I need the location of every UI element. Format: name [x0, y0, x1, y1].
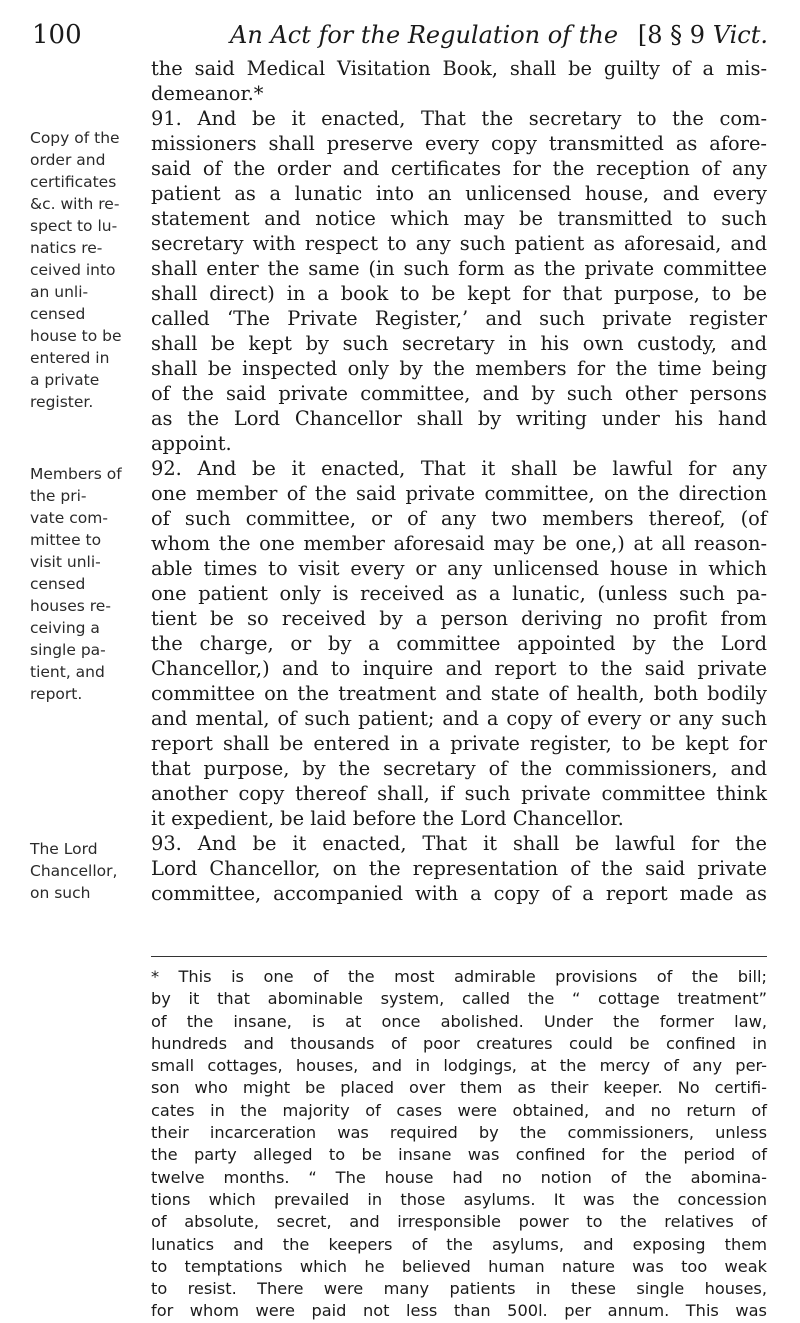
footnote-line: twelve months. “ The house had no notion of the abomina-: [151, 1167, 767, 1187]
text-line: 93. And be it enacted, That it shall be lawful for the: [151, 832, 767, 855]
text-line: committee on the treatment and state of health, both bodily: [151, 682, 767, 705]
text-line: said of the order and certificates for the reception of any: [151, 157, 767, 180]
text-line: shall be kept by such secretary in his own custody, and: [151, 332, 767, 355]
text-line: as the Lord Chancellor shall by writing under his hand: [151, 407, 767, 430]
margin-note-line: &c. with re-: [30, 195, 120, 213]
margin-note-line: houses re-: [30, 597, 111, 615]
text-line: another copy thereof shall, if such private committee think: [151, 782, 767, 805]
regnal-vict: Vict.: [712, 21, 768, 49]
text-line: shall direct) in a book to be kept for that purpose, to be: [151, 282, 767, 305]
main-text: [151, 56, 767, 906]
footnote-line: son who might be placed over them as their keeper. No certifi-: [151, 1078, 767, 1098]
page-number: 100: [32, 20, 82, 50]
footnote-line: hundreds and thousands of poor creatures could be confined in: [151, 1033, 767, 1053]
margin-note-line: ceived into: [30, 261, 116, 279]
text-line: shall be inspected only by the members for the time being: [151, 357, 767, 380]
running-title: An Act for the Regulation of the: [230, 21, 619, 49]
margin-note-line: house to be: [30, 327, 122, 345]
text-line: Lord Chancellor, on the representation of the said private: [151, 857, 767, 880]
footnote-line: small cottages, houses, and in lodgings, at the mercy of any per-: [151, 1056, 767, 1076]
margin-note-line: vate com-: [30, 509, 108, 527]
margin-note-line: order and: [30, 151, 106, 169]
footnote-line: to temptations which he believed human nature was too weak: [151, 1256, 767, 1276]
footnote-line: * This is one of the most admirable provisions of the bill;: [151, 967, 767, 986]
text-line: of such committee, or of any two members thereof, (of: [151, 507, 767, 530]
margin-note-line: the pri-: [30, 487, 87, 505]
margin-note-line: Chancellor,: [30, 862, 118, 880]
margin-note-line: an unli-: [30, 283, 89, 301]
text-line: statement and notice which may be transmitted to such: [151, 207, 767, 230]
margin-note-line: visit unli-: [30, 553, 101, 571]
text-line: of the said private committee, and by such other persons: [151, 382, 767, 405]
margin-note-line: spect to lu-: [30, 217, 118, 235]
footnote-line: the party alleged to be insane was confined for the period of: [151, 1145, 767, 1165]
text-line: demeanor.*: [151, 82, 264, 105]
margin-note-line: censed: [30, 575, 86, 593]
text-line: that purpose, by the secretary of the commissioners, and: [151, 757, 767, 780]
text-line: shall enter the same (in such form as the private committee: [151, 257, 767, 280]
footnote-line: tions which prevailed in those asylums. It was the concession: [151, 1189, 767, 1209]
text-line: patient as a lunatic into an unlicensed house, and every: [151, 182, 767, 205]
margin-note-line: report.: [30, 685, 83, 703]
text-line: report shall be entered in a private register, to be kept for: [151, 732, 767, 755]
footnote-line: cates in the majority of cases were obtained, and no return of: [151, 1100, 767, 1120]
text-line: and mental, of such patient; and a copy of every or any such: [151, 707, 767, 730]
margin-note-private-register: [30, 127, 126, 413]
regnal-year: [638, 20, 768, 50]
margin-note-line: a private: [30, 371, 100, 389]
text-line: tient be so received by a person deriving no profit from: [151, 607, 767, 630]
text-line: the charge, or by a committee appointed by the Lord: [151, 632, 767, 655]
margin-note-line: on such: [30, 884, 91, 902]
margin-note-line: mittee to: [30, 531, 102, 549]
text-line: appoint.: [151, 432, 232, 455]
margin-note-committee-visits: [30, 463, 126, 705]
text-line: Chancellor,) and to inquire and report to the said private: [151, 657, 767, 680]
margin-note-line: tient, and: [30, 663, 105, 681]
margin-note-line: natics re-: [30, 239, 103, 257]
text-line: whom the one member aforesaid may be one,) at all reason-: [151, 532, 767, 555]
text-line: 92. And be it enacted, That it shall be lawful for any: [151, 457, 767, 480]
footnote-line: of the insane, is at once abolished. Under the former law,: [151, 1011, 767, 1031]
margin-note-line: single pa-: [30, 641, 106, 659]
footnote-line: for whom were paid not less than 500l. per annum. This was: [151, 1301, 767, 1321]
margin-note-line: entered in: [30, 349, 110, 367]
footnote-rule: [151, 956, 767, 957]
text-line: 91. And be it enacted, That the secretary to the com-: [151, 107, 767, 130]
margin-note-line: The Lord: [30, 840, 98, 858]
text-line: able times to visit every or any unlicensed house in which: [151, 557, 767, 580]
text-line: called ‘The Private Register,’ and such private register: [151, 307, 767, 330]
regnal-year-text: [8 § 9: [637, 21, 713, 49]
margin-note-line: censed: [30, 305, 86, 323]
margin-note-line: certificates: [30, 173, 117, 191]
text-line: the said Medical Visitation Book, shall be guilty of a mis-: [151, 57, 767, 80]
text-line: secretary with respect to any such patient as aforesaid, and: [151, 232, 767, 255]
text-line: missioners shall preserve every copy transmitted as afore-: [151, 132, 767, 155]
margin-note-line: register.: [30, 393, 94, 411]
footnote-line: by it that abominable system, called the “ cottage treatment”: [151, 989, 767, 1009]
text-line: one patient only is received as a lunatic, (unless such pa-: [151, 582, 767, 605]
running-header: [30, 20, 768, 54]
margin-note-line: Copy of the: [30, 129, 120, 147]
margin-note-line: Members of: [30, 465, 122, 483]
margin-note-lord-chancellor: [30, 838, 126, 904]
footnote: [151, 966, 767, 1323]
text-line: one member of the said private committee, on the direction: [151, 482, 767, 505]
text-line: it expedient, be laid before the Lord Chancellor.: [151, 807, 624, 830]
footnote-line: lunatics and the keepers of the asylums, and exposing them: [151, 1234, 767, 1254]
footnote-line: of absolute, secret, and irresponsible power to the relatives of: [151, 1212, 767, 1232]
margin-note-line: ceiving a: [30, 619, 100, 637]
footnote-line: their incarceration was required by the commissioners, unless: [151, 1123, 767, 1143]
text-line: committee, accompanied with a copy of a report made as: [151, 882, 767, 905]
footnote-line: to resist. There were many patients in these single houses,: [151, 1279, 767, 1299]
